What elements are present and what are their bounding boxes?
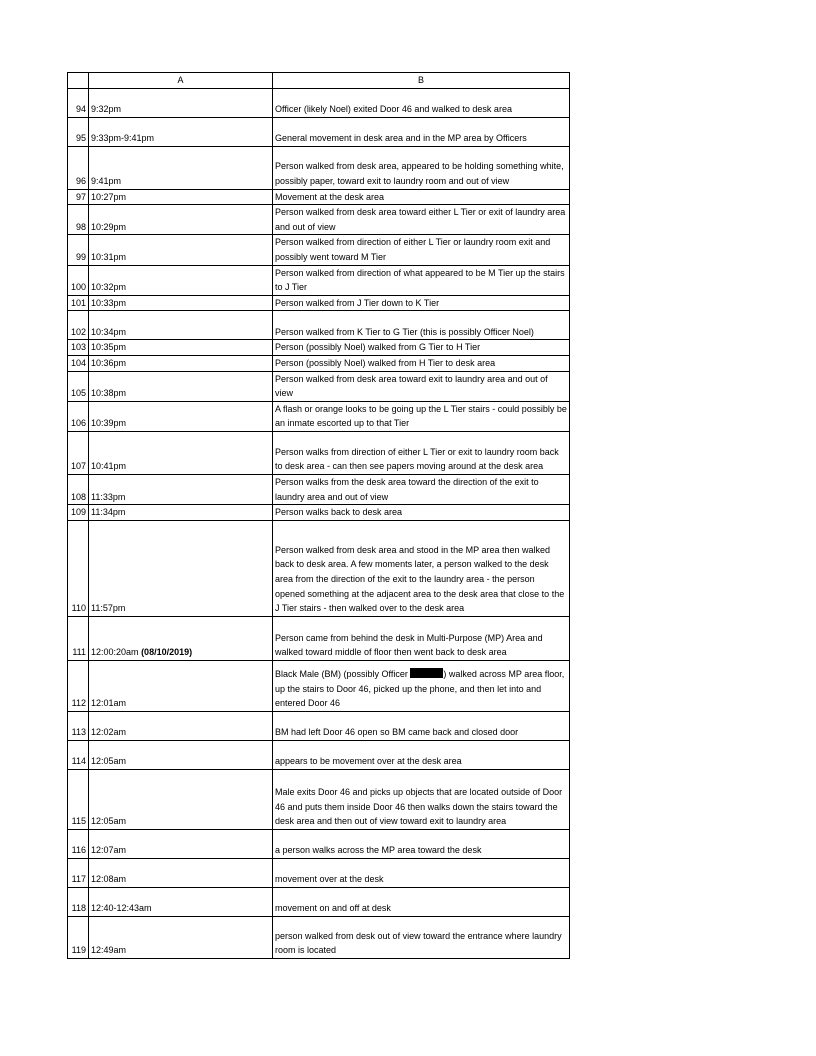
description-text: Movement at the desk area [275, 191, 385, 202]
table-row [68, 474, 570, 504]
description-text: appears to be movement over at the desk area [275, 756, 462, 767]
description-cell[interactable] [273, 520, 570, 616]
table-row [68, 401, 570, 431]
description-cell[interactable] [273, 711, 570, 740]
row-number: 108 [68, 474, 89, 504]
time-cell[interactable] [89, 146, 273, 189]
time-cell[interactable] [89, 474, 273, 504]
time-text: 10:41pm [91, 461, 127, 472]
time-cell[interactable] [89, 520, 273, 616]
description-text: Person walked from direction of what appeared to be M Tier up the stairs to J Tier [275, 267, 565, 293]
description-cell[interactable] [273, 355, 570, 371]
table-row [68, 117, 570, 146]
time-text: 12:02am [91, 727, 127, 738]
corner-cell [68, 73, 89, 89]
description-text: Person walks from the desk area toward the direction of the exit to laundry area and out of view [275, 476, 539, 502]
table-row [68, 858, 570, 887]
row-number: 103 [68, 340, 89, 356]
table-row [68, 205, 570, 235]
time-cell[interactable] [89, 740, 273, 769]
time-text: 11:33pm [91, 491, 126, 502]
description-cell[interactable] [273, 205, 570, 235]
row-number: 115 [68, 769, 89, 829]
time-text: 12:40-12:43am [91, 903, 152, 914]
time-text: 10:32pm [91, 282, 127, 293]
row-number: 107 [68, 431, 89, 474]
description-cell[interactable] [273, 401, 570, 431]
row-number: 94 [68, 88, 89, 117]
description-text: Officer (likely Noel) exited Door 46 and walked to desk area [275, 104, 512, 114]
time-text: 12:01am [91, 698, 127, 709]
description-text: movement over at the desk [275, 874, 384, 885]
description-cell[interactable] [273, 117, 570, 146]
time-text: 10:34pm [91, 326, 127, 337]
time-cell[interactable] [89, 355, 273, 371]
table-row [68, 616, 570, 660]
description-text: Male exits Door 46 and picks up objects that are located outside of Door 46 and puts them inside Door 46 then walks down the stairs toward the desk area and then out of view toward exit to laundry area [275, 786, 563, 827]
row-number: 114 [68, 740, 89, 769]
row-number: 99 [68, 235, 89, 265]
time-cell[interactable] [89, 916, 273, 958]
description-cell[interactable] [273, 189, 570, 205]
description-text: Person walked from desk area toward exit to laundry area and out of view [275, 373, 548, 399]
time-cell[interactable] [89, 371, 273, 401]
time-cell[interactable] [89, 117, 273, 146]
table-row [68, 88, 570, 117]
description-text: Person (possibly Noel) walked from G Tier to H Tier [275, 342, 481, 353]
description-cell[interactable] [273, 146, 570, 189]
description-cell[interactable] [273, 916, 570, 958]
table-row [68, 265, 570, 295]
table-row [68, 769, 570, 829]
description-text: BM had left Door 46 open so BM came back and closed door [275, 727, 519, 738]
row-number: 110 [68, 520, 89, 616]
description-text: Person walked from direction of either L Tier or laundry room exit and possibly went toward M Tier [275, 237, 551, 262]
spreadsheet-table [67, 72, 570, 959]
column-header-a[interactable]: A [89, 73, 273, 89]
time-text: 12:08am [91, 874, 127, 885]
description-text: a person walks across the MP area toward the desk [275, 845, 482, 856]
table-row [68, 431, 570, 474]
description-text: Person walked from desk area, appeared to be holding something white, possibly paper, toward exit to laundry room and out of view [275, 161, 564, 186]
description-cell[interactable] [273, 616, 570, 660]
table-row [68, 146, 570, 189]
row-number: 109 [68, 505, 89, 521]
description-cell[interactable] [273, 311, 570, 340]
time-text: 12:00:20am [91, 647, 139, 658]
time-text: 10:38pm [91, 388, 127, 399]
description-text-start: Black Male (BM) (possibly Officer [275, 668, 411, 679]
time-text: 9:32pm [91, 104, 122, 114]
column-header-row [68, 73, 570, 89]
description-cell[interactable] [273, 660, 570, 711]
time-cell[interactable] [89, 711, 273, 740]
table-row [68, 887, 570, 916]
date-bold-text: (08/10/2019) [141, 647, 193, 658]
row-number: 100 [68, 265, 89, 295]
time-text: 10:31pm [91, 251, 127, 262]
time-cell[interactable] [89, 829, 273, 858]
description-cell[interactable] [273, 829, 570, 858]
row-number: 113 [68, 711, 89, 740]
table-row [68, 505, 570, 521]
description-text: Person walked from K Tier to G Tier (this is possibly Officer Noel) [275, 326, 534, 337]
time-cell[interactable] [89, 887, 273, 916]
table-row [68, 355, 570, 371]
time-cell[interactable] [89, 205, 273, 235]
description-text: movement on and off at desk [275, 903, 391, 914]
row-number: 117 [68, 858, 89, 887]
time-text: 11:57pm [91, 603, 126, 614]
description-cell[interactable] [273, 340, 570, 356]
table-row [68, 520, 570, 616]
table-row [68, 235, 570, 265]
row-number: 97 [68, 189, 89, 205]
description-cell[interactable] [273, 474, 570, 504]
description-cell[interactable] [273, 88, 570, 117]
table-row [68, 660, 570, 711]
table-row [68, 740, 570, 769]
table-row [68, 295, 570, 311]
description-text: Person walked from desk area toward either L Tier or exit of laundry area and out of view [275, 207, 566, 232]
description-cell[interactable] [273, 858, 570, 887]
description-cell[interactable] [273, 265, 570, 295]
time-text: 10:33pm [91, 297, 127, 308]
time-text: 9:33pm-9:41pm [91, 133, 155, 143]
time-text: 10:39pm [91, 418, 127, 429]
row-number: 119 [68, 916, 89, 958]
row-number: 112 [68, 660, 89, 711]
description-text: A flash or orange looks to be going up the L Tier stairs - could possibly be an inmate escorted up to that Tier [275, 403, 567, 429]
description-cell[interactable] [273, 295, 570, 311]
row-number: 98 [68, 205, 89, 235]
description-cell[interactable] [273, 887, 570, 916]
table-row [68, 340, 570, 356]
time-text: 11:34pm [91, 507, 126, 518]
time-cell[interactable] [89, 189, 273, 205]
row-number: 111 [68, 616, 89, 660]
description-text: Person walks back to desk area [275, 507, 403, 518]
description-text: Person walks from direction of either L Tier or exit to laundry room back to desk area - can then see papers moving around at the desk area [275, 446, 559, 472]
time-cell[interactable] [89, 265, 273, 295]
description-cell[interactable] [273, 235, 570, 265]
description-cell[interactable] [273, 431, 570, 474]
description-cell[interactable] [273, 371, 570, 401]
time-text: 9:41pm [91, 176, 122, 186]
time-cell[interactable] [89, 340, 273, 356]
description-text: person walked from desk out of view toward the entrance where laundry room is located [275, 930, 562, 956]
time-cell[interactable] [89, 616, 273, 660]
table-row [68, 311, 570, 340]
column-header-b[interactable]: B [273, 73, 570, 89]
time-cell[interactable] [89, 858, 273, 887]
row-number: 105 [68, 371, 89, 401]
time-cell[interactable] [89, 311, 273, 340]
time-text: 10:27pm [91, 191, 127, 202]
table-row [68, 916, 570, 958]
time-cell[interactable] [89, 401, 273, 431]
row-number: 118 [68, 887, 89, 916]
row-number: 95 [68, 117, 89, 146]
row-number: 104 [68, 355, 89, 371]
table-row [68, 189, 570, 205]
time-cell[interactable] [89, 235, 273, 265]
time-cell[interactable] [89, 88, 273, 117]
row-number: 101 [68, 295, 89, 311]
description-text-end: ) walked across MP area floor, up the stairs to Door 46, picked up the phone, and then let into and entered Door 46 [275, 668, 565, 709]
description-text: General movement in desk area and in the MP area by Officers [275, 133, 527, 143]
row-number: 106 [68, 401, 89, 431]
redaction-box [410, 668, 443, 678]
description-text: Person walked from desk area and stood in the MP area then walked back to desk area. A few moments later, a person walked to the desk area from the direction of the exit to the laundry area - the person opened something at the adjacent area to the desk area that close to the J Tier stairs - then walked over to the desk area [275, 544, 565, 614]
description-cell[interactable] [273, 505, 570, 521]
time-cell[interactable] [89, 769, 273, 829]
row-number: 96 [68, 146, 89, 189]
time-text: 12:05am [91, 816, 127, 827]
time-cell[interactable] [89, 660, 273, 711]
time-text: 12:05am [91, 756, 127, 767]
table-row [68, 371, 570, 401]
time-text: 10:36pm [91, 357, 127, 368]
description-text: Person walked from J Tier down to K Tier [275, 297, 440, 308]
row-number: 102 [68, 311, 89, 340]
time-cell[interactable] [89, 505, 273, 521]
time-text: 12:07am [91, 845, 127, 856]
description-text: Person came from behind the desk in Multi-Purpose (MP) Area and walked toward middle of floor then went back to desk area [275, 632, 543, 658]
table-row [68, 829, 570, 858]
time-cell[interactable] [89, 295, 273, 311]
time-text: 12:49am [91, 945, 127, 956]
description-cell[interactable] [273, 769, 570, 829]
row-number: 116 [68, 829, 89, 858]
time-cell[interactable] [89, 431, 273, 474]
table-row [68, 711, 570, 740]
time-text: 10:29pm [91, 221, 127, 232]
description-text: Person (possibly Noel) walked from H Tier to desk area [275, 357, 496, 368]
time-text: 10:35pm [91, 342, 127, 353]
description-cell[interactable] [273, 740, 570, 769]
